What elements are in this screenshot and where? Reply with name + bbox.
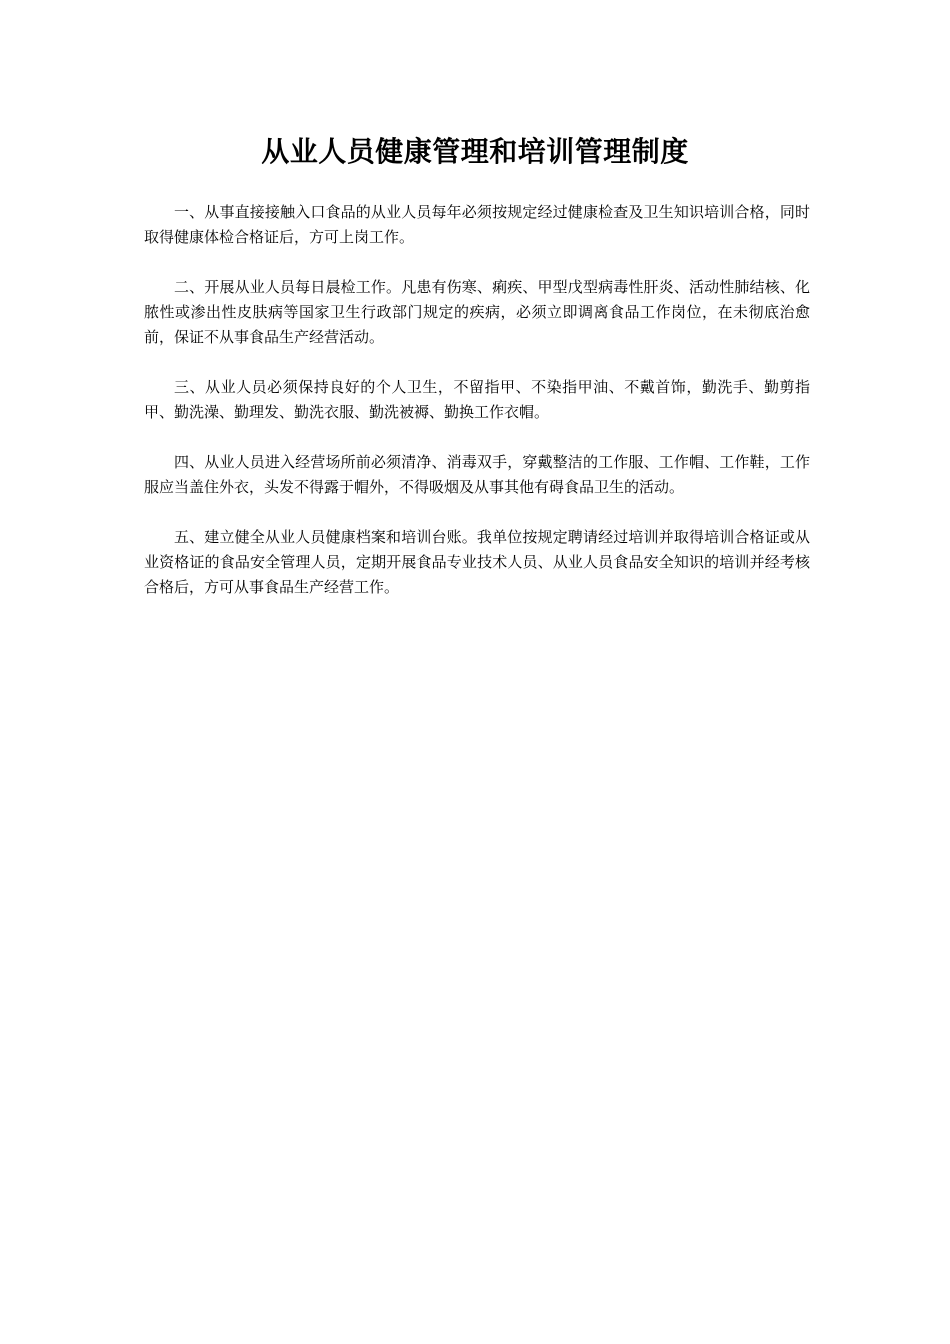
paragraph-5: 五、建立健全从业人员健康档案和培训台账。我单位按规定聘请经过培训并取得培训合格证或从业资格证的食品安全管理人员，定期开展食品专业技术人员、从业人员食品安全知识的培训并经考核合格后，方可从事食品生产经营工作。: [144, 528, 810, 596]
document-body: [144, 200, 810, 625]
paragraph-1: 一、从事直接接触入口食品的从业人员每年必须按规定经过健康检查及卫生知识培训合格，同时取得健康体检合格证后，方可上岗工作。: [144, 203, 810, 246]
document-title: 从业人员健康管理和培训管理制度: [261, 135, 689, 168]
paragraph-4: 四、从业人员进入经营场所前必须清净、消毒双手，穿戴整洁的工作服、工作帽、工作鞋，工作服应当盖住外衣，头发不得露于帽外，不得吸烟及从事其他有碍食品卫生的活动。: [144, 453, 810, 496]
paragraph-3: 三、从业人员必须保持良好的个人卫生，不留指甲、不染指甲油、不戴首饰，勤洗手、勤剪指甲、勤洗澡、勤理发、勤洗衣服、勤洗被褥、勤换工作衣帽。: [144, 378, 810, 421]
paragraph-2: 二、开展从业人员每日晨检工作。凡患有伤寒、痢疾、甲型戊型病毒性肝炎、活动性肺结核、化脓性或渗出性皮肤病等国家卫生行政部门规定的疾病，必须立即调离食品工作岗位，在未彻底治愈前，保证不从事食品生产经营活动。: [144, 278, 810, 346]
